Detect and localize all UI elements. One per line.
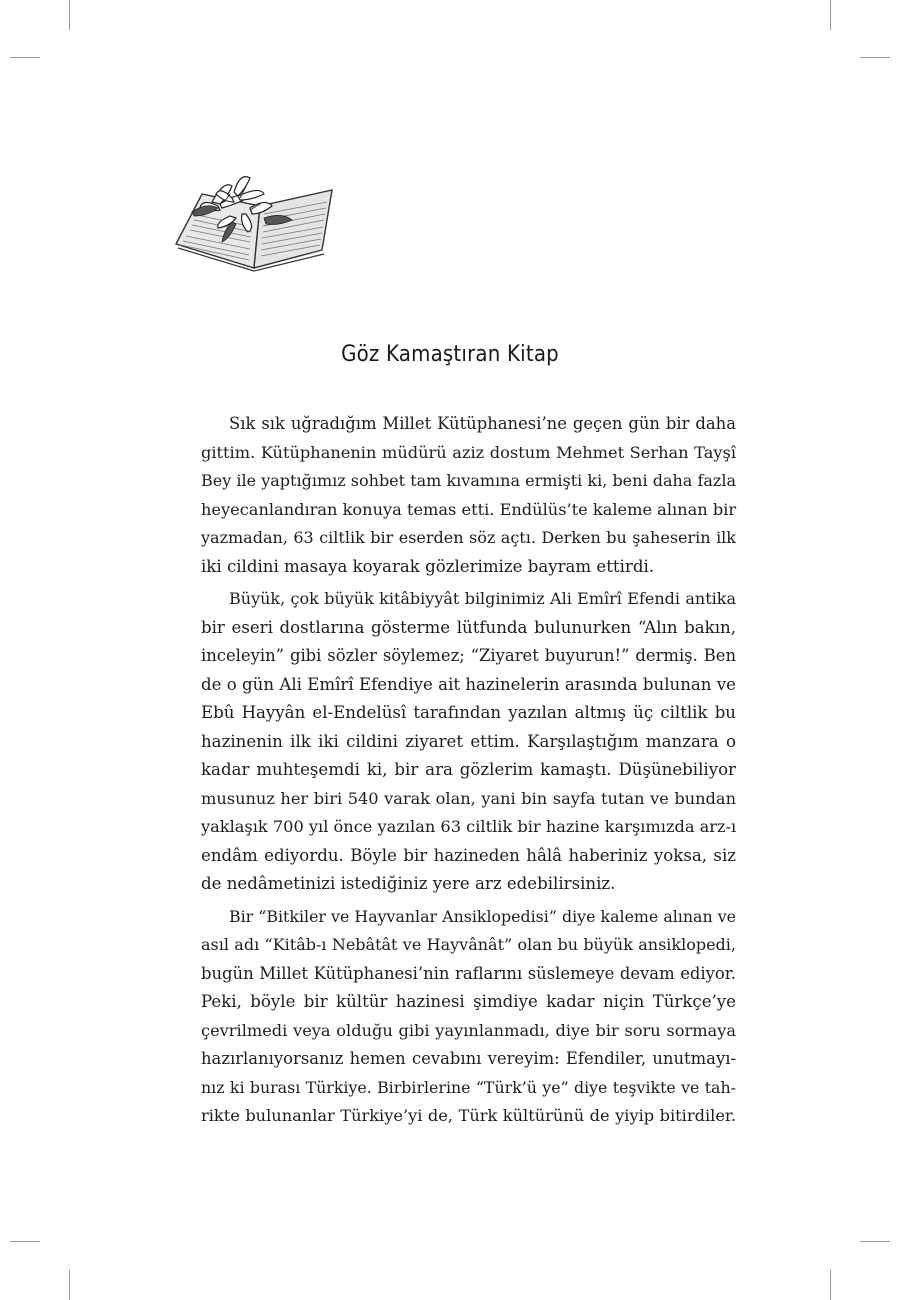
paragraph	[173, 903, 736, 1131]
text-line: yazmadan, 63 ciltlik bir eserden söz açtı. Derken bu şaheserin ilk	[201, 528, 736, 547]
text-line: Sık sık uğradığım Millet Kütüphanesi’ne geçen gün bir daha	[229, 414, 736, 433]
crop-mark	[10, 57, 40, 58]
paragraph	[173, 410, 736, 581]
text-line: de nedâmetinizi istediğiniz yere arz edebilirsiniz.	[201, 874, 616, 893]
text-line: endâm ediyordu. Böyle bir hazineden hâlâ haberiniz yoksa, siz	[201, 845, 736, 865]
text-line: hazırlanıyorsanız hemen cevabını vereyim: Efendiler, unutmayı-	[201, 1049, 736, 1068]
text-line: musunuz her biri 540 varak olan, yani bin sayfa tutan ve bundan	[201, 788, 736, 808]
open-book-with-lilies-icon	[172, 172, 337, 272]
crop-mark	[830, 1270, 831, 1300]
text-line: bugün Millet Kütüphanesi’nin raflarını süslemeye devam ediyor.	[201, 963, 736, 983]
crop-mark	[10, 1241, 40, 1242]
text-line: Büyük, çok büyük kitâbiyyât bilginimiz Ali Emîrî Efendi antika	[229, 589, 736, 608]
text-line: Bir “Bitkiler ve Hayvanlar Ansiklopedisi” diye kaleme alınan ve	[229, 906, 736, 926]
text-line: kadar muhteşemdi ki, bir ara gözlerim kamaştı. Düşünebiliyor	[201, 760, 736, 779]
body-text	[173, 410, 736, 1135]
crop-mark	[69, 1270, 70, 1300]
crop-mark	[860, 57, 890, 58]
text-line: yaklaşık 700 yıl önce yazılan 63 ciltlik bir hazine karşımızda arz-ı	[201, 817, 737, 836]
text-line: de o gün Ali Emîrî Efendiye ait hazinelerin arasında bulunan ve	[201, 674, 736, 694]
text-line: çevrilmedi veya olduğu gibi yayınlanmadı, diye bir soru sormaya	[201, 1020, 736, 1040]
crop-mark	[830, 0, 831, 30]
text-line: iki cildini masaya koyarak gözlerimize bayram ettirdi.	[201, 556, 655, 576]
crop-mark	[860, 1241, 890, 1242]
text-line: bir eseri dostlarına gösterme lütfunda bulunurken “Alın bakın,	[201, 617, 736, 637]
text-line: rikte bulunanlar Türkiye’yi de, Türk kültürünü de yiyip bitirdiler.	[201, 1106, 736, 1125]
text-line: Ebû Hayyân el-Endelüsî tarafından yazılan altmış üç ciltlik bu	[201, 703, 736, 722]
text-line: asıl adı “Kitâb-ı Nebâtât ve Hayvânât” olan bu büyük ansiklopedi,	[201, 935, 736, 954]
text-line: gittim. Kütüphanenin müdürü aziz dostum Mehmet Serhan Tayşî	[201, 442, 736, 462]
text-line: nız ki burası Türkiye. Birbirlerine “Türk’ü ye” diye teşvikte ve tah-	[201, 1077, 736, 1097]
chapter-title: Göz Kamaştıran Kitap	[341, 342, 559, 367]
text-line: hazinenin ilk iki cildini ziyaret ettim. Karşılaştığım manzara o	[201, 731, 736, 751]
text-line: inceleyin” gibi sözler söylemez; “Ziyaret buyurun!” dermiş. Ben	[201, 646, 736, 665]
paragraph	[173, 585, 736, 899]
text-line: heyecanlandıran konuya temas etti. Endülüs’te kaleme alınan bir	[201, 499, 737, 519]
text-line: Bey ile yaptığımız sohbet tam kıvamına ermişti ki, beni daha fazla	[201, 471, 736, 490]
text-line: Peki, böyle bir kültür hazinesi şimdiye kadar niçin Türkçe’ye	[201, 992, 736, 1011]
crop-mark	[69, 0, 70, 30]
